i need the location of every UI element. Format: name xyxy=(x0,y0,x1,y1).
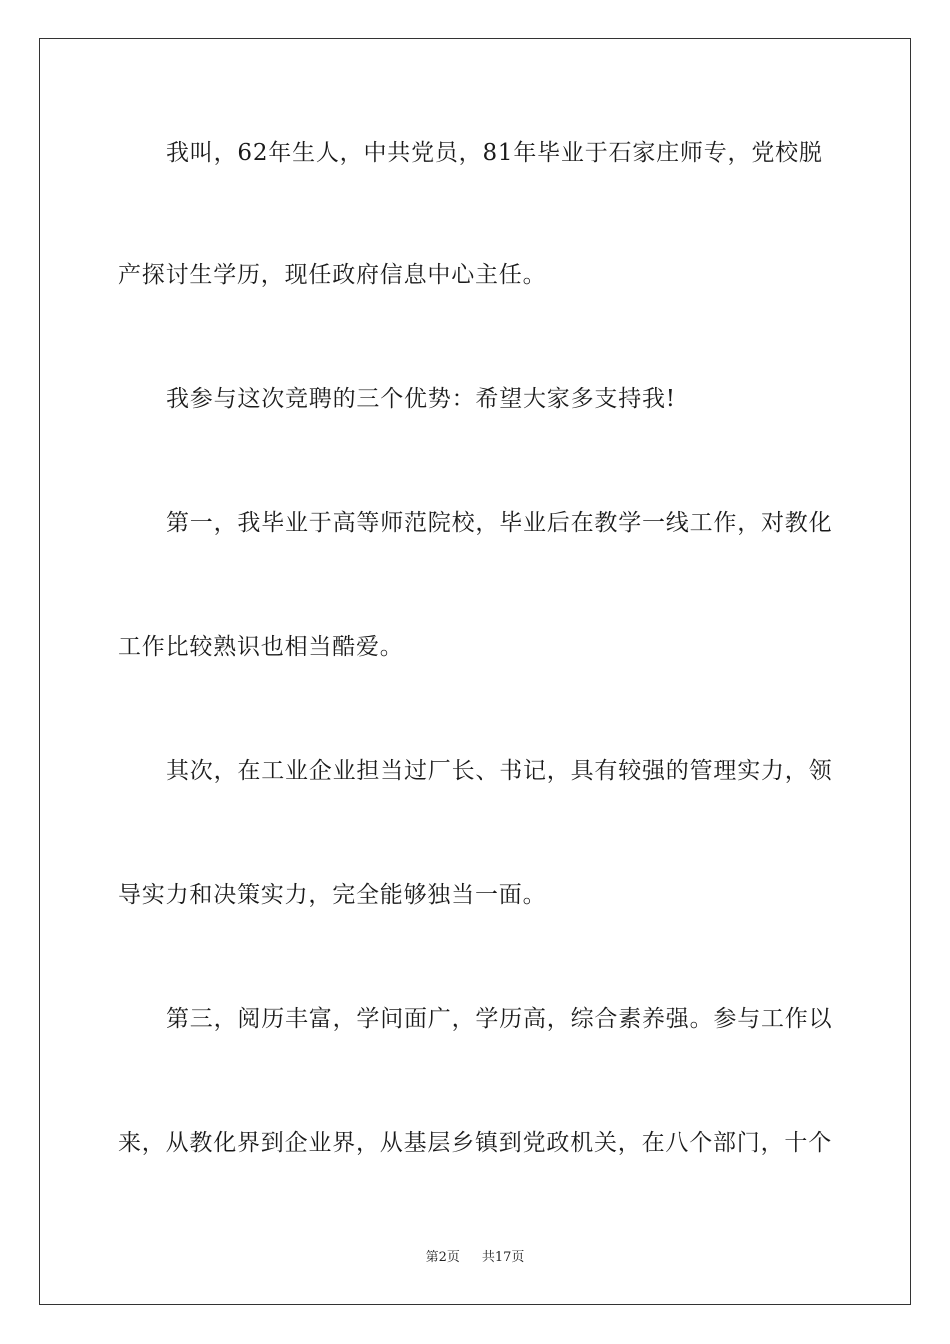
page-number: 第2页 xyxy=(425,1250,460,1265)
paragraph-line: 来，从教化界到企业界，从基层乡镇到党政机关，在八个部门，十个 xyxy=(118,1130,832,1156)
paragraph-line: 我参与这次竞聘的三个优势：希望大家多支持我! xyxy=(166,386,676,412)
paragraph-line: 工作比较熟识也相当酷爱。 xyxy=(118,634,404,660)
page-footer xyxy=(0,1246,950,1265)
page-border xyxy=(39,38,911,1305)
paragraph-line: 产探讨生学历，现任政府信息中心主任。 xyxy=(118,262,547,288)
paragraph-line: 第一，我毕业于高等师范院校，毕业后在教学一线工作，对教化 xyxy=(166,510,833,536)
paragraph-line: 我叫，62年生人，中共党员，81年毕业于石家庄师专，党校脱 xyxy=(166,140,823,166)
paragraph-line: 其次，在工业企业担当过厂长、书记，具有较强的管理实力，领 xyxy=(166,758,833,784)
paragraph-line: 第三，阅历丰富，学问面广，学历高，综合素养强。参与工作以 xyxy=(166,1006,833,1032)
page-total: 共17页 xyxy=(481,1250,525,1265)
paragraph-line: 导实力和决策实力，完全能够独当一面。 xyxy=(118,882,547,908)
